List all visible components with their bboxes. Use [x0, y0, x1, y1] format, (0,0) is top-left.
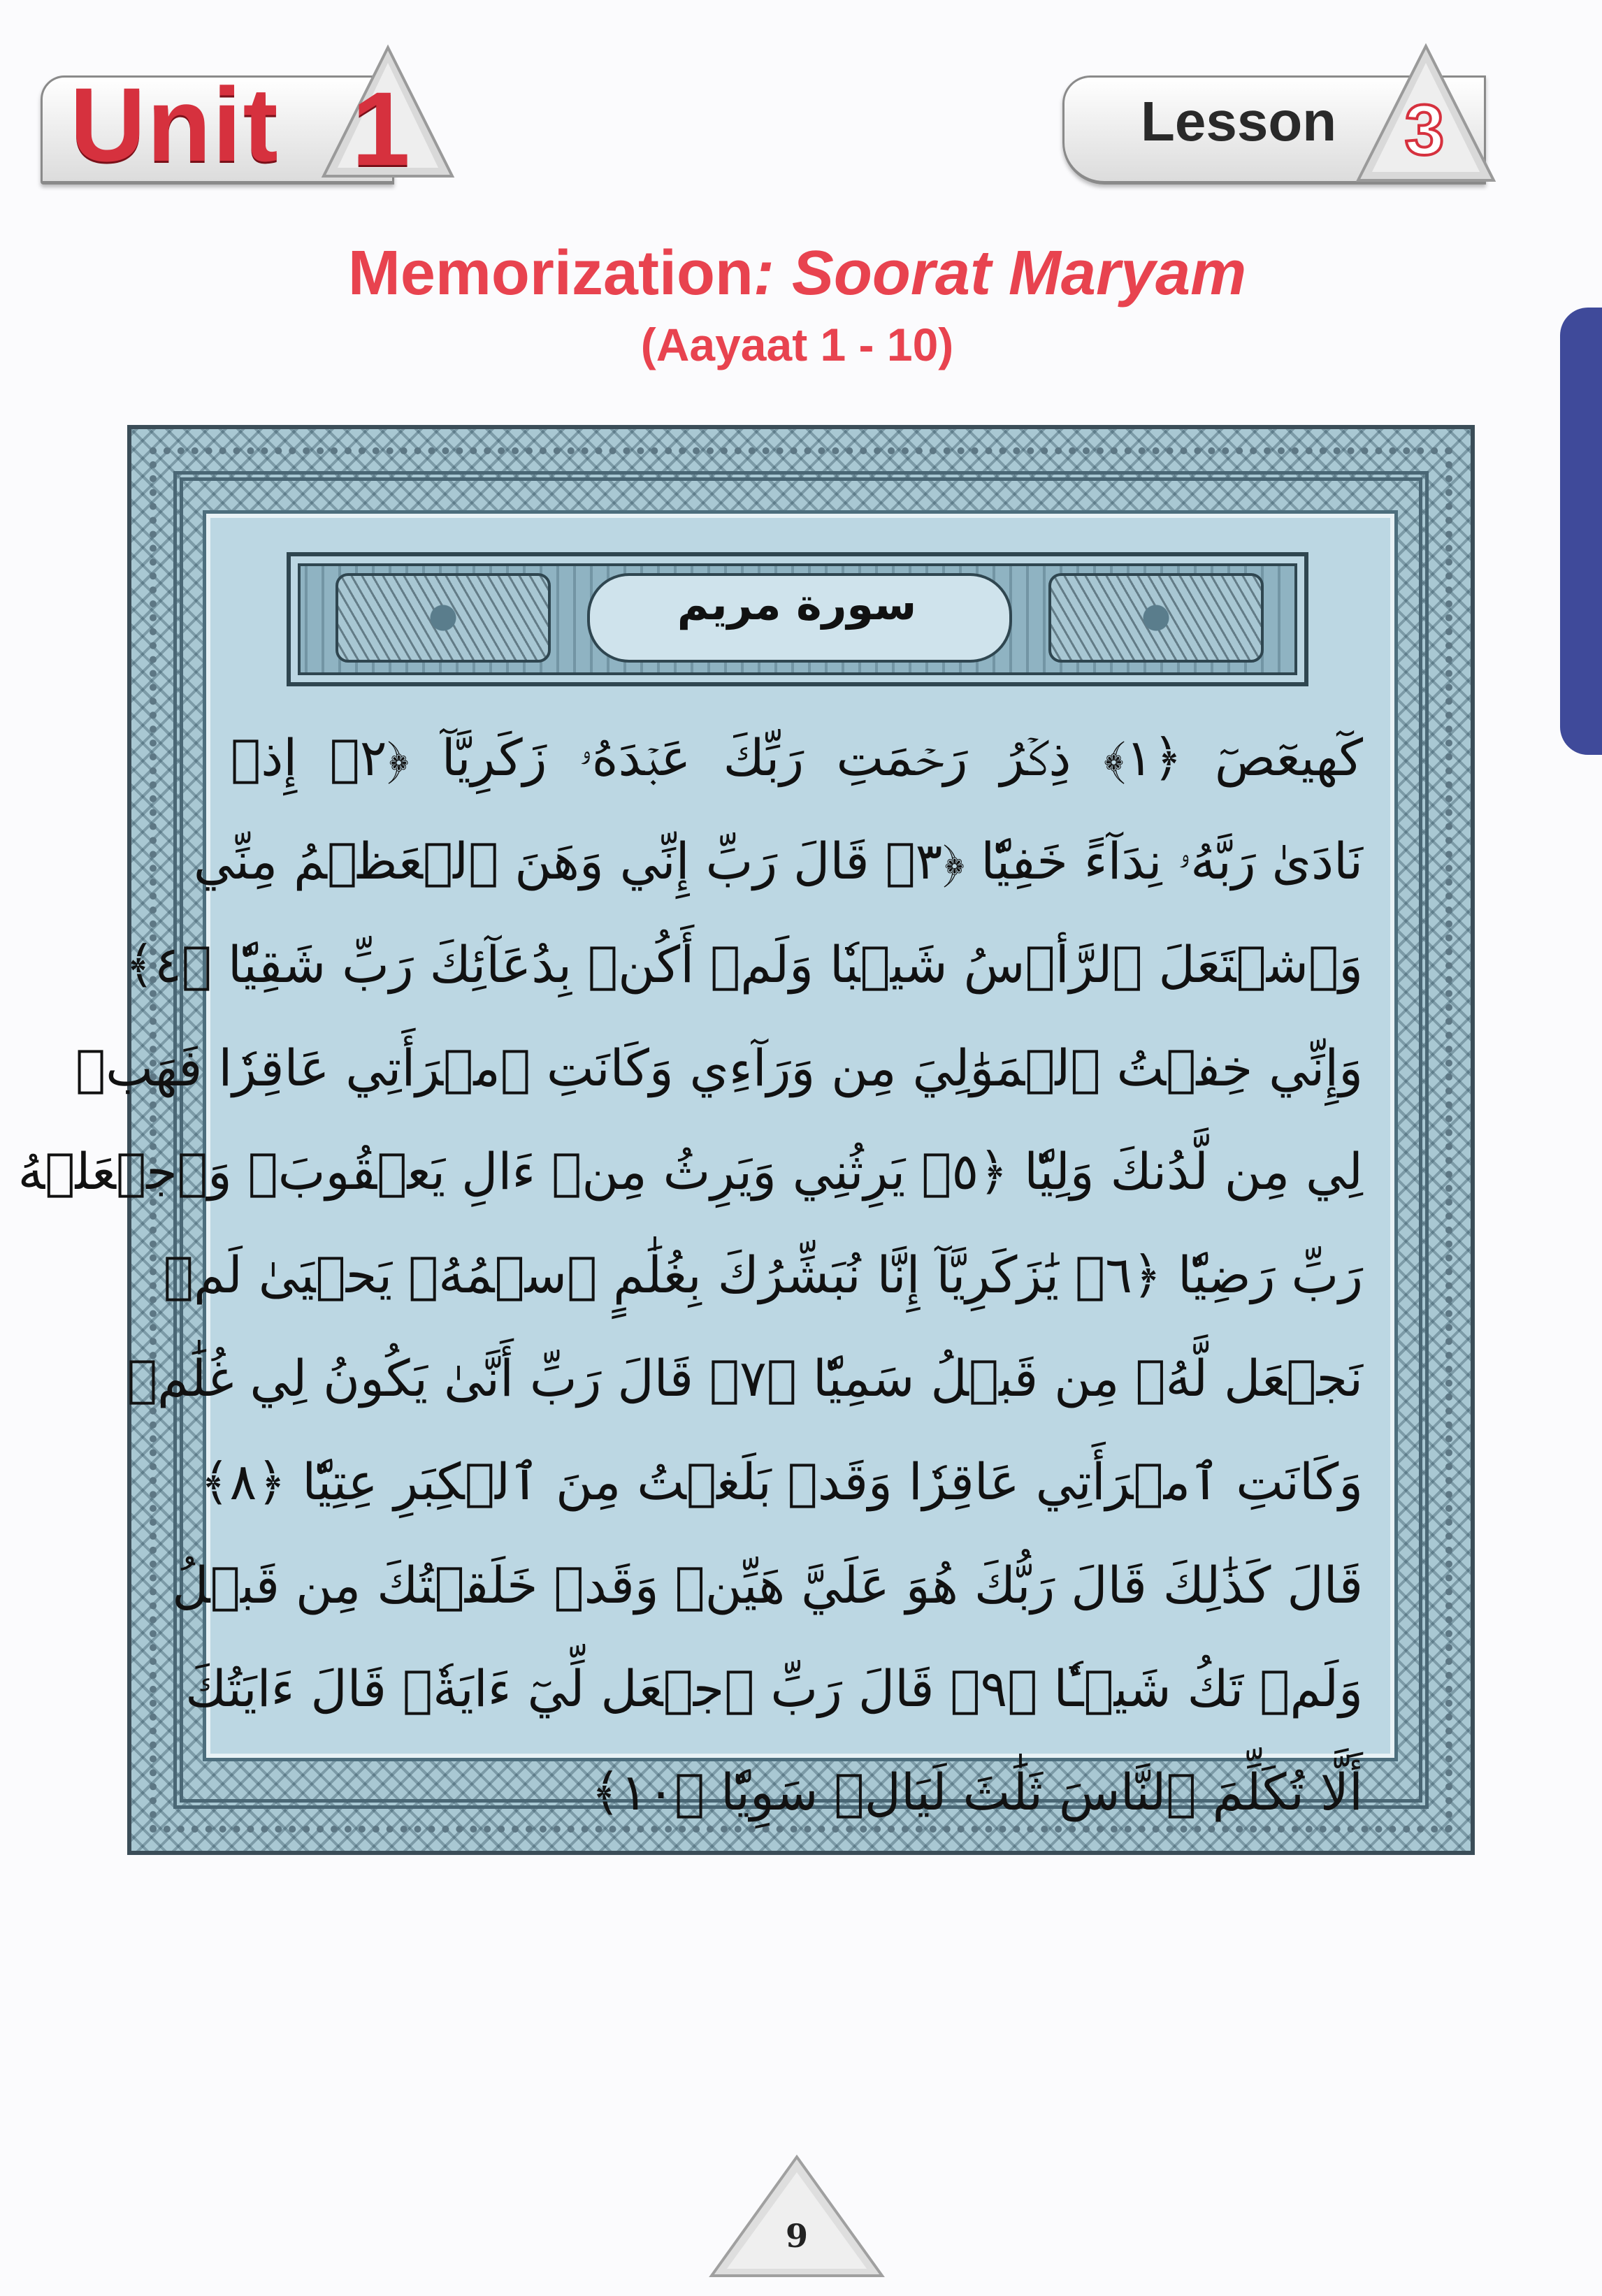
banner-ornament-right — [1048, 573, 1264, 663]
verse-line-10: وَلَمۡ تَكُ شَيۡـٔٗا ﴿٩﴾ قَالَ رَبِّ ٱجۡعَل لِّيٓ ءَايَةٗۖ قَالَ ءَايَتُكَ — [185, 1659, 1363, 1718]
verse-line-11: أَلَّا تُكَلِّمَ ٱلنَّاسَ ثَلَٰثَ لَيَالٖ سَوِيّٗا ﴿١٠﴾ — [591, 1763, 1363, 1821]
side-tab — [1560, 308, 1602, 755]
verse-line-7: نَجۡعَل لَّهُۥ مِن قَبۡلُ سَمِيّٗا ﴿٧﴾ قَالَ رَبِّ أَنَّىٰ يَكُونُ لِي غُلَٰمٞ — [127, 1349, 1363, 1408]
surah-name: سورة مريم — [677, 579, 917, 630]
page-subtitle: (Aayaat 1 - 10) — [640, 319, 954, 370]
banner-ornament-left — [335, 573, 551, 663]
verse-line-9: قَالَ كَذَٰلِكَ قَالَ رَبُّكَ هُوَ عَلَيَّ هَيِّنٞ وَقَدۡ خَلَقۡتُكَ مِن قَبۡلُ — [172, 1556, 1363, 1615]
page-number: 9 — [785, 2217, 808, 2255]
verse-line-8: وَكَانَتِ ٱمۡرَأَتِي عَاقِرٗا وَقَدۡ بَلَغۡتُ مِنَ ٱلۡكِبَرِ عِتِيّٗا ﴿٨﴾ — [200, 1452, 1363, 1511]
lesson-number: 3 — [1404, 90, 1445, 170]
verse-line-1: كٓهيعٓصٓ ﴿١﴾ ذِكۡرُ رَحۡمَتِ رَبِّكَ عَبۡدَهُۥ زَكَرِيَّآ ﴿٢﴾ إِذۡ — [231, 728, 1363, 787]
verse-line-5: لِي مِن لَّدُنكَ وَلِيّٗا ﴿٥﴾ يَرِثُنِي وَيَرِثُ مِنۡ ءَالِ يَعۡقُوبَۖ وَٱجۡعَلۡهُ — [17, 1142, 1363, 1201]
unit-number: 1 — [352, 70, 410, 187]
unit-label: Unit — [70, 66, 280, 183]
verse-line-6: رَبِّ رَضِيّٗا ﴿٦﴾ يَٰزَكَرِيَّآ إِنَّا نُبَشِّرُكَ بِغُلَٰمٍ ٱسۡمُهُۥ يَحۡيَىٰ لَمۡ — [163, 1246, 1363, 1304]
verse-lines — [17, 706, 1363, 1844]
verse-line-4: وَإِنِّي خِفۡتُ ٱلۡمَوَٰلِيَ مِن وَرَآءِي وَكَانَتِ ٱمۡرَأَتِي عَاقِرٗا فَهَبۡ — [75, 1039, 1363, 1097]
verse-line-3: وَٱشۡتَعَلَ ٱلرَّأۡسُ شَيۡبٗا وَلَمۡ أَكُنۢ بِدُعَآئِكَ رَبِّ شَقِيّٗا ﴿٤﴾ — [124, 935, 1363, 994]
page-number-triangle-icon — [707, 2153, 886, 2279]
lesson-label: Lesson — [1141, 90, 1337, 152]
page-title — [0, 238, 1594, 310]
title-surah: : Soorat Maryam — [753, 238, 1247, 308]
verse-line-2: نَادَىٰ رَبَّهُۥ نِدَآءً خَفِيّٗا ﴿٣﴾ قَالَ رَبِّ إِنِّي وَهَنَ ٱلۡعَظۡمُ مِنِّي — [193, 832, 1363, 890]
title-prefix: Memorization — [347, 238, 753, 308]
